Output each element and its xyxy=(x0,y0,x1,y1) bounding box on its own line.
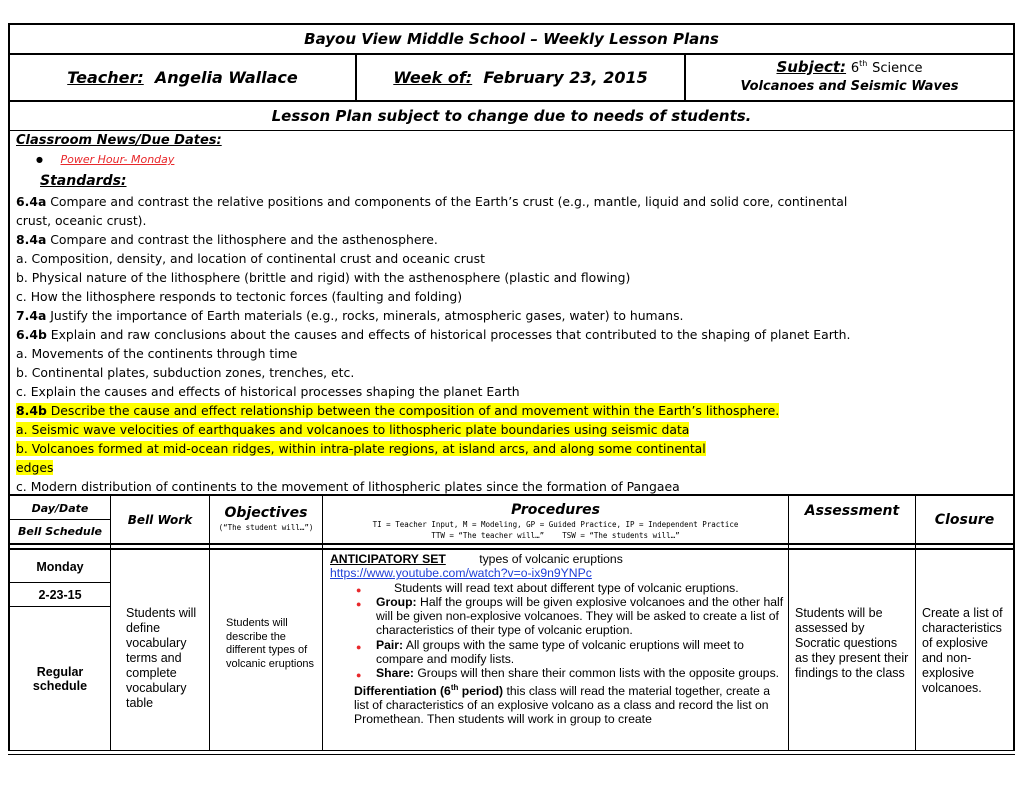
standard-line: b. Continental plates, subduction zones, trenches, etc. xyxy=(16,365,355,380)
col-divider-4 xyxy=(788,495,789,751)
closure-monday: Create a list of characteristics of explosive and non-explosive volcanoes. xyxy=(922,606,1003,695)
news-item xyxy=(36,153,174,166)
col-header-bell-work: Bell Work xyxy=(127,513,193,527)
col-header-objectives xyxy=(210,497,322,543)
date-monday: 2-23-15 xyxy=(38,587,82,602)
objectives-subtitle: (“The student will…”) xyxy=(218,523,314,532)
school-title: Bayou View Middle School – Weekly Lesson Plans xyxy=(304,30,719,48)
standard-line-highlighted: 8.4b Describe the cause and effect relationship between the composition of and movement within the Earth’s lithosphere. xyxy=(16,403,780,418)
lesson-plan-notice: Lesson Plan subject to change due to needs of students. xyxy=(271,107,752,125)
standard-line-highlighted: edges xyxy=(16,460,54,475)
table-border-left xyxy=(8,23,10,751)
col-header-procedures xyxy=(323,497,788,543)
subject-label: Subject: xyxy=(776,58,847,76)
day-monday: Monday xyxy=(36,560,84,574)
assessment-monday: Students will be assessed by Socratic questions as they present their findings to the class xyxy=(795,606,909,680)
col-header-day-date: Day/Date xyxy=(31,501,89,515)
col-header-closure: Closure xyxy=(934,512,995,528)
youtube-link[interactable]: https://www.youtube.com/watch?v=o-ix9n9YNPc xyxy=(330,566,592,581)
standard-line: c. Explain the causes and effects of historical processes shaping the planet Earth xyxy=(16,384,520,399)
anticipatory-label: ANTICIPATORY SET xyxy=(330,552,446,566)
standard-line: a. Movements of the continents through time xyxy=(16,346,298,361)
standard-line: a. Composition, density, and location of continental crust and oceanic crust xyxy=(16,251,485,266)
col-header-bell-schedule: Bell Schedule xyxy=(18,525,102,538)
schedule-monday: Regular schedule xyxy=(32,664,88,693)
standard-line: c. Modern distribution of continents to the movement of lithospheric plates since the formation of Pangaea xyxy=(16,479,680,494)
standard-line-highlighted: b. Volcanoes formed at mid-ocean ridges, within intra-plate regions, at island arcs, and along some continental xyxy=(16,441,706,456)
procedure-item: ● Group: Half the groups will be given explosive volcanoes and the other half will be given non-explosive volcanoes. They will be asked to create a list of characteristics of their type of volcanic eruption. xyxy=(376,595,786,638)
col-header-assessment: Assessment xyxy=(804,503,900,519)
table-border-right xyxy=(1013,23,1015,751)
teacher-label: Teacher: xyxy=(67,68,144,87)
subject-grade-sup: th xyxy=(859,59,868,68)
standards-heading: Standards: xyxy=(40,173,127,189)
standard-line: 8.4a Compare and contrast the lithosphere and the asthenosphere. xyxy=(16,232,438,247)
standard-line: b. Physical nature of the lithosphere (brittle and rigid) with the asthenosphere (plastic and flowing) xyxy=(16,270,631,285)
row-divider-3 xyxy=(8,130,1015,131)
header-bottom-line-a xyxy=(8,543,1015,545)
procedure-item: ● Pair: All groups with the same type of volcanic eruptions will meet to compare and modify lists. xyxy=(376,638,786,667)
bullet-icon: ● xyxy=(36,155,43,164)
table-border-bottom xyxy=(8,750,1015,751)
header-bottom-line-b xyxy=(8,548,1015,550)
standard-line: 6.4a Compare and contrast the relative positions and components of the Earth’s crust (e.g., mantle, liquid and solid core, continental xyxy=(16,194,848,209)
procedures-title: Procedures xyxy=(511,502,600,518)
standard-line: 7.4a Justify the importance of Earth materials (e.g., rocks, minerals, atmospheric gases, water) to humans. xyxy=(16,308,684,323)
teacher-cell xyxy=(10,55,355,100)
standard-line-highlighted: a. Seismic wave velocities of earthquakes and volcanoes to lithospheric plate boundaries using seismic data xyxy=(16,422,690,437)
news-item-text: Power Hour- Monday xyxy=(60,153,175,166)
teacher-name: Angelia Wallace xyxy=(154,68,298,87)
subject-topic: Volcanoes and Seismic Waves xyxy=(740,79,959,94)
standard-line: 6.4b Explain and raw conclusions about the causes and effects of historical processes that contributed to the shaping of planet Earth. xyxy=(16,327,851,342)
procedure-item: ● Share: Groups will then share their common lists with the opposite groups. xyxy=(376,666,786,680)
objectives-title: Objectives xyxy=(224,505,308,521)
procedures-subtitle-2: TTW = “The teacher will…” TSW = “The students will…” xyxy=(431,531,680,540)
week-label: Week of: xyxy=(393,68,473,87)
subject-cell xyxy=(686,55,1013,100)
procedures-monday xyxy=(330,552,786,750)
week-cell xyxy=(357,55,684,100)
procedure-list xyxy=(354,581,786,681)
procedures-subtitle-1: TI = Teacher Input, M = Modeling, GP = Guided Practice, IP = Independent Practice xyxy=(372,520,739,529)
standard-line: crust, oceanic crust). xyxy=(16,213,147,228)
anticipatory-text: types of volcanic eruptions xyxy=(479,552,623,566)
differentiation: Differentiation (6th period) this class will read the material together, create a list of characteristics of an explosive volcano as a class and record the list on Promethean. Then students will work in group to create xyxy=(354,682,770,727)
bell-work-monday: Students will define vocabulary terms and complete vocabulary table xyxy=(126,606,197,710)
subject-value: Science xyxy=(872,61,923,76)
week-value: February 23, 2015 xyxy=(483,68,648,87)
objective-monday: Students will describe the different types of volcanic eruptions xyxy=(226,617,315,670)
standard-line: c. How the lithosphere responds to tectonic forces (faulting and folding) xyxy=(16,289,463,304)
page-bottom-rule xyxy=(8,754,1015,755)
procedure-item: ● Students will read text about different type of volcanic eruptions. xyxy=(376,581,786,595)
classroom-news-heading: Classroom News/Due Dates: xyxy=(16,133,222,148)
subject-grade: 6 xyxy=(850,61,860,76)
anticipatory-set xyxy=(330,552,786,566)
